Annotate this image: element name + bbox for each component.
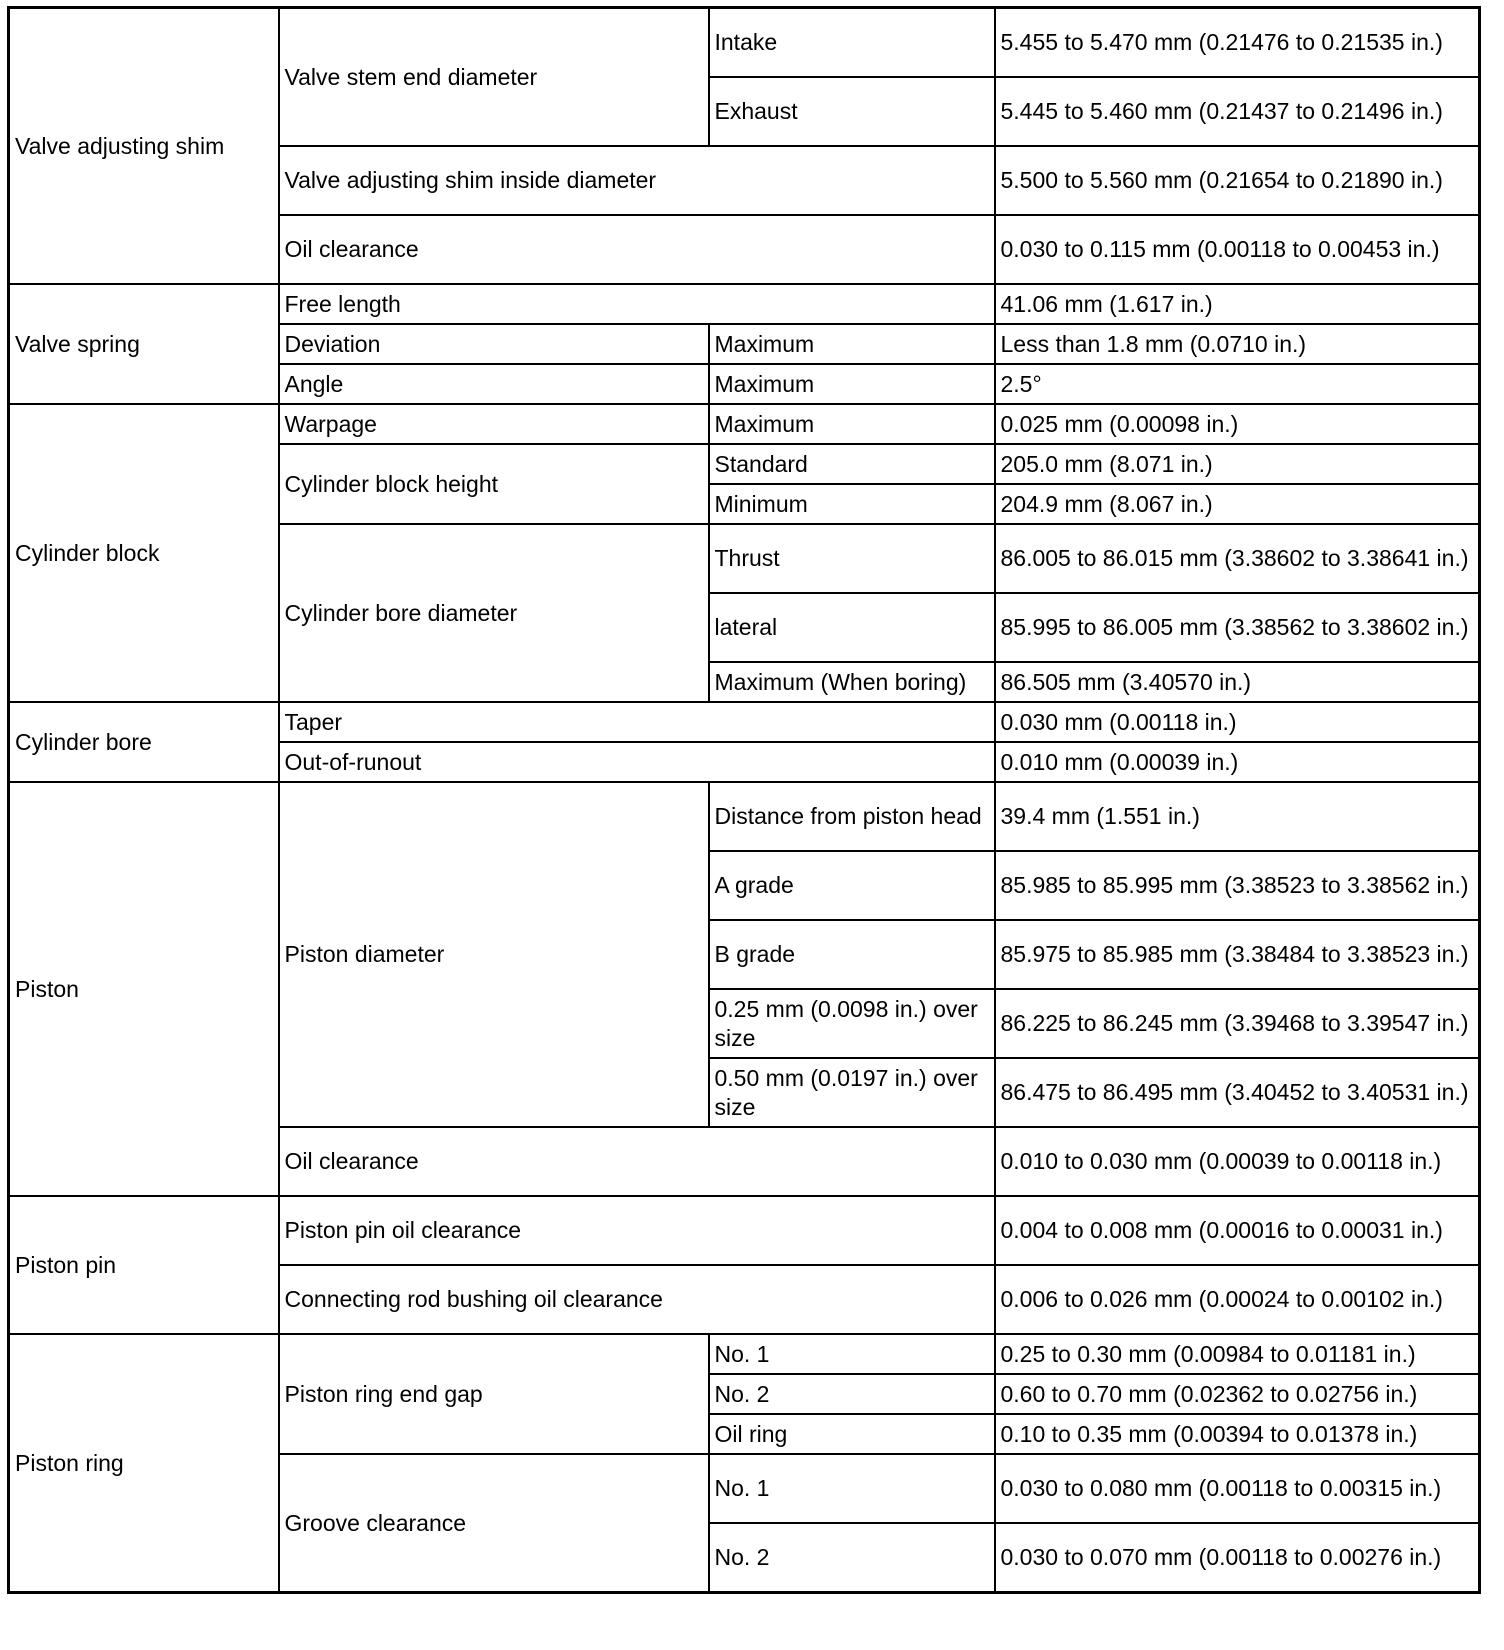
value-cell: 85.985 to 85.995 mm (3.38523 to 3.38562 in.) — [995, 851, 1480, 920]
value-cell: 0.030 mm (0.00118 in.) — [995, 702, 1480, 742]
category-cell: Cylinder block — [9, 404, 279, 702]
table-row — [9, 702, 1480, 742]
value-cell: 41.06 mm (1.617 in.) — [995, 284, 1480, 324]
value-cell: 0.006 to 0.026 mm (0.00024 to 0.00102 in.) — [995, 1265, 1480, 1334]
value-cell: 5.445 to 5.460 mm (0.21437 to 0.21496 in.) — [995, 77, 1480, 146]
item-cell: Connecting rod bushing oil clearance — [279, 1265, 995, 1334]
table-row — [9, 404, 1480, 444]
sub-cell: A grade — [709, 851, 995, 920]
item-cell: Groove clearance — [279, 1454, 709, 1593]
item-cell: Deviation — [279, 324, 709, 364]
table-row — [9, 1334, 1480, 1374]
value-cell: 0.60 to 0.70 mm (0.02362 to 0.02756 in.) — [995, 1374, 1480, 1414]
value-cell: 0.010 to 0.030 mm (0.00039 to 0.00118 in.) — [995, 1127, 1480, 1196]
item-cell: Piston diameter — [279, 782, 709, 1127]
category-cell: Valve spring — [9, 284, 279, 404]
sub-cell: Maximum (When boring) — [709, 662, 995, 702]
item-cell: Taper — [279, 702, 995, 742]
value-cell: 86.225 to 86.245 mm (3.39468 to 3.39547 in.) — [995, 989, 1480, 1058]
item-cell: Cylinder bore diameter — [279, 524, 709, 702]
item-cell: Cylinder block height — [279, 444, 709, 524]
sub-cell: Thrust — [709, 524, 995, 593]
item-cell: Warpage — [279, 404, 709, 444]
value-cell: 85.995 to 86.005 mm (3.38562 to 3.38602 in.) — [995, 593, 1480, 662]
item-cell: Oil clearance — [279, 1127, 995, 1196]
value-cell: 5.455 to 5.470 mm (0.21476 to 0.21535 in.) — [995, 8, 1480, 78]
sub-cell: 0.25 mm (0.0098 in.) over size — [709, 989, 995, 1058]
category-cell: Piston — [9, 782, 279, 1196]
value-cell: 0.10 to 0.35 mm (0.00394 to 0.01378 in.) — [995, 1414, 1480, 1454]
item-cell: Free length — [279, 284, 995, 324]
sub-cell: No. 1 — [709, 1334, 995, 1374]
sub-cell: Maximum — [709, 404, 995, 444]
sub-cell: Intake — [709, 8, 995, 78]
item-cell: Piston pin oil clearance — [279, 1196, 995, 1265]
sub-cell: Exhaust — [709, 77, 995, 146]
value-cell: 0.030 to 0.070 mm (0.00118 to 0.00276 in.) — [995, 1523, 1480, 1593]
item-cell: Oil clearance — [279, 215, 995, 284]
value-cell: 5.500 to 5.560 mm (0.21654 to 0.21890 in.) — [995, 146, 1480, 215]
sub-cell: Standard — [709, 444, 995, 484]
category-cell: Valve adjusting shim — [9, 8, 279, 285]
item-cell: Out-of-runout — [279, 742, 995, 782]
sub-cell: Distance from piston head — [709, 782, 995, 851]
category-cell: Piston ring — [9, 1334, 279, 1593]
table-row — [9, 782, 1480, 851]
value-cell: 0.025 mm (0.00098 in.) — [995, 404, 1480, 444]
value-cell: 0.030 to 0.080 mm (0.00118 to 0.00315 in.) — [995, 1454, 1480, 1523]
value-cell: 0.030 to 0.115 mm (0.00118 to 0.00453 in.) — [995, 215, 1480, 284]
sub-cell: Maximum — [709, 324, 995, 364]
value-cell: 0.25 to 0.30 mm (0.00984 to 0.01181 in.) — [995, 1334, 1480, 1374]
value-cell: 39.4 mm (1.551 in.) — [995, 782, 1480, 851]
sub-cell: Oil ring — [709, 1414, 995, 1454]
item-cell: Angle — [279, 364, 709, 404]
table-row — [9, 8, 1480, 78]
value-cell: 86.475 to 86.495 mm (3.40452 to 3.40531 in.) — [995, 1058, 1480, 1127]
table-row — [9, 1196, 1480, 1265]
value-cell: 86.505 mm (3.40570 in.) — [995, 662, 1480, 702]
sub-cell: No. 2 — [709, 1523, 995, 1593]
value-cell: 205.0 mm (8.071 in.) — [995, 444, 1480, 484]
value-cell: 0.010 mm (0.00039 in.) — [995, 742, 1480, 782]
table-row — [9, 284, 1480, 324]
spec-table — [7, 6, 1481, 1594]
sub-cell: Maximum — [709, 364, 995, 404]
sub-cell: B grade — [709, 920, 995, 989]
value-cell: 85.975 to 85.985 mm (3.38484 to 3.38523 in.) — [995, 920, 1480, 989]
sub-cell: 0.50 mm (0.0197 in.) over size — [709, 1058, 995, 1127]
sub-cell: lateral — [709, 593, 995, 662]
category-cell: Cylinder bore — [9, 702, 279, 782]
category-cell: Piston pin — [9, 1196, 279, 1334]
value-cell: 204.9 mm (8.067 in.) — [995, 484, 1480, 524]
item-cell: Valve stem end diameter — [279, 8, 709, 147]
item-cell: Valve adjusting shim inside diameter — [279, 146, 995, 215]
sub-cell: No. 2 — [709, 1374, 995, 1414]
sub-cell: Minimum — [709, 484, 995, 524]
value-cell: 0.004 to 0.008 mm (0.00016 to 0.00031 in.) — [995, 1196, 1480, 1265]
value-cell: 2.5° — [995, 364, 1480, 404]
item-cell: Piston ring end gap — [279, 1334, 709, 1454]
value-cell: 86.005 to 86.015 mm (3.38602 to 3.38641 in.) — [995, 524, 1480, 593]
value-cell: Less than 1.8 mm (0.0710 in.) — [995, 324, 1480, 364]
sub-cell: No. 1 — [709, 1454, 995, 1523]
